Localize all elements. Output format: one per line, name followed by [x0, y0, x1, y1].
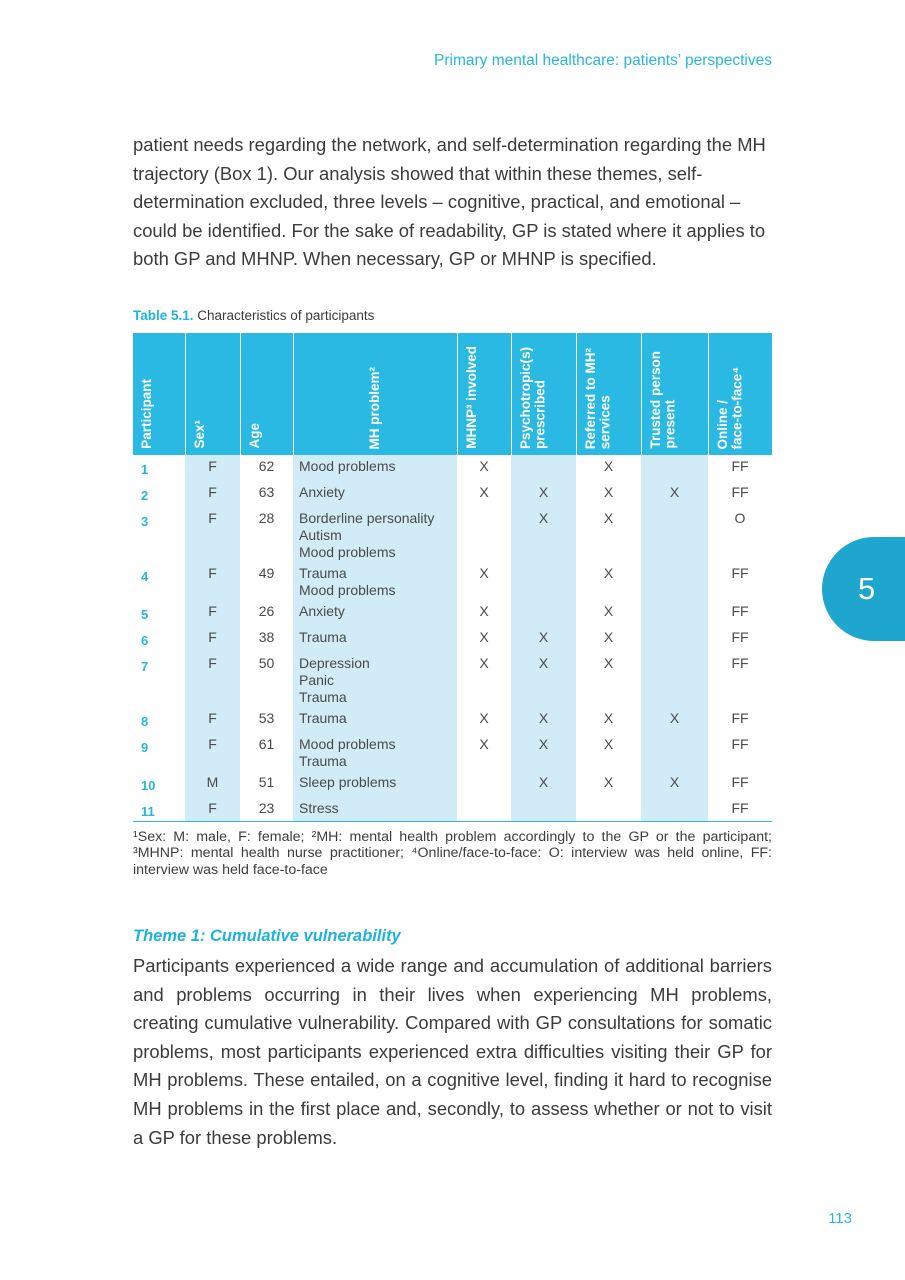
cell-referred: X — [603, 484, 614, 500]
cell-mh-problem: Trauma Mood problems — [293, 562, 457, 600]
cell-trusted: X — [641, 481, 708, 507]
table-row — [133, 733, 772, 771]
cell-trusted: X — [641, 707, 708, 733]
cell-mhnp-involved: X — [479, 565, 489, 581]
cell-trusted — [641, 733, 708, 771]
header-age-label: Age — [246, 423, 262, 449]
cell-sex: F — [185, 455, 240, 481]
cell-trusted — [641, 797, 708, 822]
cell-psychotropic: X — [511, 507, 576, 562]
table-footnote: ¹Sex: M: male, F: female; ²MH: mental health problem accordingly to the GP or the participant; ³MHNP: mental health nurse practitioner; ⁴Online/face-to-face: O: interview was held online, FF: interview was held face-to-face — [133, 829, 772, 878]
header-mh-problem — [293, 333, 457, 455]
cell-sex: F — [185, 507, 240, 562]
cell-age: 63 — [258, 484, 275, 500]
cell-participant: 11 — [133, 797, 185, 822]
cell-mh-problem: Anxiety — [293, 600, 457, 626]
cell-online: O — [734, 510, 746, 526]
cell-mhnp-involved — [457, 771, 511, 797]
cell-age: 26 — [258, 603, 275, 619]
cell-mh-problem: Trauma — [293, 707, 457, 733]
cell-sex: M — [185, 771, 240, 797]
cell-referred — [576, 797, 641, 822]
header-trusted — [641, 333, 708, 455]
cell-participant: 2 — [141, 488, 149, 503]
header-psychotropic — [511, 333, 576, 455]
header-online — [708, 333, 772, 455]
table-row — [133, 455, 772, 481]
header-sex — [185, 333, 240, 455]
cell-trusted — [641, 626, 708, 652]
header-psychotropic-label: Psychotropic(s) prescribed — [517, 346, 547, 449]
cell-sex: F — [185, 652, 240, 707]
chapter-tab-number: 5 — [858, 571, 876, 606]
cell-mh-problem: Borderline personality Autism Mood problems — [293, 507, 457, 562]
cell-age: 62 — [258, 458, 275, 474]
header-trusted-label: Trusted person present — [647, 351, 677, 449]
cell-mhnp-involved — [457, 797, 511, 822]
cell-participant: 9 — [141, 740, 149, 755]
chapter-tab — [822, 537, 905, 641]
cell-mh-problem: Sleep problems — [293, 771, 457, 797]
theme-1-body: Participants experienced a wide range and accumulation of additional barriers and problems occurring in their lives when experiencing MH problems, creating cumulative vulnerability. Compared with GP consultations for somatic problems, most participants experienced extra difficulties visiting their GP for MH problems. These entailed, on a cognitive level, finding it hard to recognise MH problems in the first place and, secondly, to assess whether or not to visit a GP for these problems. — [133, 955, 772, 1148]
cell-psychotropic: X — [511, 733, 576, 771]
cell-referred: X — [603, 629, 614, 645]
table-header-row — [133, 333, 772, 455]
header-sex-label: Sex¹ — [191, 420, 207, 449]
table-row — [133, 562, 772, 600]
header-mh-problem-label: MH problem² — [366, 366, 382, 449]
cell-online: FF — [731, 565, 749, 581]
participants-table — [133, 333, 772, 822]
cell-mh-problem: Mood problems Trauma — [293, 733, 457, 771]
header-participant — [133, 333, 185, 455]
cell-mh-problem: Trauma — [293, 626, 457, 652]
cell-psychotropic — [511, 562, 576, 600]
cell-mhnp-involved: X — [479, 603, 489, 619]
cell-psychotropic — [511, 600, 576, 626]
intro-paragraph: patient needs regarding the network, and self-determination regarding the MH trajectory (Box 1). Our analysis showed that within these themes, self-determination excluded, three levels – cognitive, practical, and emotional – could be identified. For the sake of readability, GP is stated where it applies to both GP and MHNP. When necessary, GP or MHNP is specified. — [133, 134, 766, 270]
cell-referred: X — [603, 710, 614, 726]
table-row — [133, 626, 772, 652]
cell-online: FF — [731, 484, 749, 500]
theme-1-heading: Theme 1: Cumulative vulnerability — [133, 927, 401, 945]
cell-trusted — [641, 562, 708, 600]
cell-participant: 4 — [141, 569, 149, 584]
cell-referred: X — [603, 603, 614, 619]
cell-trusted — [641, 652, 708, 707]
header-online-label: Online / face-to-face⁴ — [714, 366, 744, 449]
cell-psychotropic: X — [511, 481, 576, 507]
cell-online: FF — [731, 710, 749, 726]
cell-participant: 7 — [141, 659, 149, 674]
cell-referred: X — [603, 458, 614, 474]
cell-mhnp-involved: X — [479, 484, 489, 500]
cell-referred: X — [603, 510, 614, 526]
cell-participant: 8 — [141, 714, 149, 729]
cell-age: 61 — [258, 736, 275, 752]
cell-mhnp-involved: X — [479, 629, 489, 645]
cell-participant: 3 — [141, 514, 149, 529]
cell-sex: F — [185, 733, 240, 771]
header-mhnp-involved-label: MHNP³ involved — [463, 346, 479, 449]
cell-participant: 10 — [141, 778, 156, 793]
table-row — [133, 771, 772, 797]
cell-sex: F — [185, 481, 240, 507]
cell-participant: 1 — [141, 462, 149, 477]
table-row — [133, 481, 772, 507]
cell-age: 49 — [258, 565, 275, 581]
cell-trusted — [641, 600, 708, 626]
cell-age: 23 — [240, 797, 293, 822]
cell-age: 38 — [258, 629, 275, 645]
table-row — [133, 797, 772, 822]
cell-mh-problem: Mood problems — [293, 455, 457, 481]
table-caption-text: Characteristics of participants — [193, 308, 375, 323]
cell-sex: F — [185, 562, 240, 600]
page-number: 113 — [828, 1210, 852, 1227]
cell-online: FF — [731, 774, 749, 790]
cell-referred: X — [603, 565, 614, 581]
cell-mh-problem: Anxiety — [293, 481, 457, 507]
cell-mh-problem: Depression Panic Trauma — [293, 652, 457, 707]
cell-online: FF — [731, 603, 749, 619]
header-referred-label: Referred to MH² services — [582, 347, 612, 449]
cell-sex: F — [185, 600, 240, 626]
cell-online: FF — [731, 629, 749, 645]
cell-psychotropic — [511, 455, 576, 481]
cell-mhnp-involved: X — [479, 710, 489, 726]
cell-participant: 5 — [141, 607, 149, 622]
header-age — [240, 333, 293, 455]
cell-sex: F — [185, 797, 240, 822]
cell-referred: X — [603, 774, 614, 790]
cell-age: 50 — [258, 655, 275, 671]
cell-online: FF — [731, 458, 749, 474]
table-row — [133, 600, 772, 626]
cell-participant: 6 — [141, 633, 149, 648]
cell-psychotropic: X — [511, 626, 576, 652]
cell-sex: F — [185, 626, 240, 652]
cell-trusted — [641, 455, 708, 481]
cell-psychotropic: X — [511, 707, 576, 733]
table-row — [133, 507, 772, 562]
cell-referred: X — [603, 655, 614, 671]
table-row — [133, 652, 772, 707]
cell-mhnp-involved — [457, 507, 511, 562]
cell-trusted — [641, 507, 708, 562]
header-mhnp-involved — [457, 333, 511, 455]
cell-referred: X — [603, 736, 614, 752]
cell-mhnp-involved: X — [479, 736, 489, 752]
cell-psychotropic: X — [511, 771, 576, 797]
cell-mhnp-involved: X — [479, 655, 489, 671]
table-caption-label: Table 5.1. — [133, 308, 194, 323]
cell-psychotropic — [511, 797, 576, 822]
table-row — [133, 707, 772, 733]
table-body — [133, 455, 772, 822]
cell-trusted: X — [641, 771, 708, 797]
cell-online: FF — [731, 736, 749, 752]
cell-age: 53 — [258, 710, 275, 726]
cell-psychotropic: X — [511, 652, 576, 707]
header-participant-label: Participant — [139, 379, 154, 449]
cell-age: 51 — [258, 774, 275, 790]
running-header: Primary mental healthcare: patients’ perspectives — [434, 52, 772, 69]
cell-online: FF — [708, 797, 772, 822]
cell-sex: F — [185, 707, 240, 733]
table-caption — [133, 308, 374, 323]
cell-mhnp-involved: X — [479, 458, 489, 474]
cell-age: 28 — [258, 510, 275, 526]
cell-mh-problem: Stress — [293, 797, 457, 822]
cell-online: FF — [731, 655, 749, 671]
header-referred — [576, 333, 641, 455]
